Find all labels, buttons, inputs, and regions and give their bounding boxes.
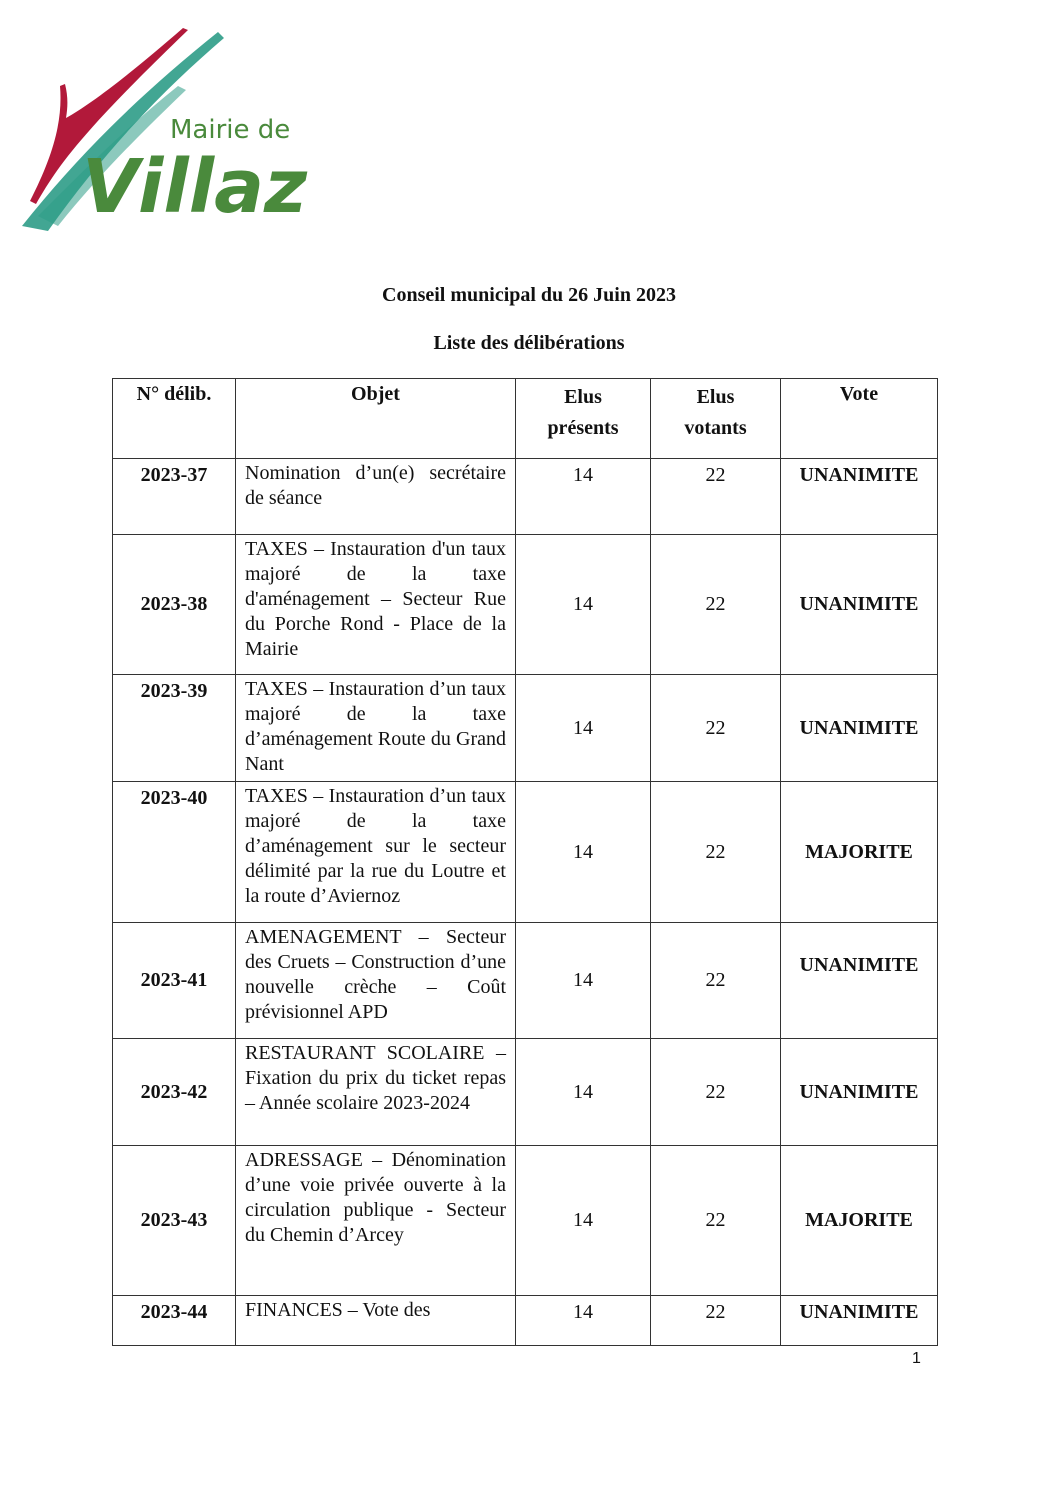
deliberation-number: 2023-43 (113, 1146, 236, 1296)
deliberation-number: 2023-44 (113, 1296, 236, 1346)
deliberation-objet: RESTAURANT SCOLAIRE – Fixation du prix du ticket repas – Année scolaire 2023-2024 (236, 1039, 516, 1146)
table-row (113, 1039, 938, 1146)
deliberation-objet: Nomination d’un(e) secrétaire de séance (236, 459, 516, 535)
elus-presents-value: 14 (516, 782, 651, 923)
table-row (113, 1296, 938, 1346)
logo-text-line2: Villaz (82, 144, 308, 230)
page-subtitle: Liste des délibérations (433, 332, 625, 354)
elus-votants-value: 22 (651, 782, 781, 923)
table-row (113, 535, 938, 675)
column-header-num: N° délib. (113, 379, 236, 459)
vote-result: UNANIMITE (781, 923, 938, 1039)
elus-presents-value: 14 (516, 459, 651, 535)
deliberation-objet: TAXES – Instauration d’un taux majoré de la taxe d’aménagement Route du Grand Nant (236, 675, 516, 782)
deliberations-table (112, 378, 938, 1346)
deliberation-objet: TAXES – Instauration d’un taux majoré de la taxe d’aménagement sur le secteur délimité par la rue du Loutre et la route d’Aviernoz (236, 782, 516, 923)
table-header-row (113, 379, 938, 459)
vote-result: UNANIMITE (781, 1039, 938, 1146)
vote-result: MAJORITE (781, 782, 938, 923)
deliberation-number: 2023-38 (113, 535, 236, 675)
elus-votants-value: 22 (651, 675, 781, 782)
deliberation-objet: TAXES – Instauration d'un taux majoré de la taxe d'aménagement – Secteur Rue du Porche Rond - Place de la Mairie (236, 535, 516, 675)
column-header-elus-presents: Elus présents (516, 379, 651, 459)
column-header-vote: Vote (781, 379, 938, 459)
page-number: 1 (912, 1350, 921, 1367)
table-row (113, 459, 938, 535)
elus-presents-value: 14 (516, 1296, 651, 1346)
deliberation-number: 2023-41 (113, 923, 236, 1039)
elus-votants-value: 22 (651, 1039, 781, 1146)
page-title: Conseil municipal du 26 Juin 2023 (382, 284, 676, 306)
elus-presents-value: 14 (516, 675, 651, 782)
vote-result: UNANIMITE (781, 535, 938, 675)
table-row (113, 675, 938, 782)
deliberation-number: 2023-37 (113, 459, 236, 535)
deliberation-objet: AMENAGEMENT – Secteur des Cruets – Construction d’une nouvelle crèche – Coût prévisionnel APD (236, 923, 516, 1039)
table-row (113, 1146, 938, 1296)
elus-votants-value: 22 (651, 459, 781, 535)
deliberation-objet: FINANCES – Vote des (236, 1296, 516, 1346)
elus-votants-value: 22 (651, 923, 781, 1039)
logo-graphic (18, 26, 308, 241)
deliberation-objet: ADRESSAGE – Dénomination d’une voie privée ouverte à la circulation publique - Secteur du Chemin d’Arcey (236, 1146, 516, 1296)
deliberation-number: 2023-39 (113, 675, 236, 782)
table-row (113, 782, 938, 923)
vote-result: UNANIMITE (781, 459, 938, 535)
vote-result: UNANIMITE (781, 1296, 938, 1346)
logo-text-line1: Mairie de (170, 115, 291, 145)
elus-presents-value: 14 (516, 535, 651, 675)
deliberation-number: 2023-42 (113, 1039, 236, 1146)
elus-votants-value: 22 (651, 1146, 781, 1296)
elus-presents-value: 14 (516, 923, 651, 1039)
elus-presents-value: 14 (516, 1146, 651, 1296)
elus-votants-value: 22 (651, 535, 781, 675)
elus-presents-value: 14 (516, 1039, 651, 1146)
mairie-logo (18, 26, 308, 241)
table-row (113, 923, 938, 1039)
elus-votants-value: 22 (651, 1296, 781, 1346)
vote-result: UNANIMITE (781, 675, 938, 782)
vote-result: MAJORITE (781, 1146, 938, 1296)
deliberation-number: 2023-40 (113, 782, 236, 923)
column-header-elus-votants: Elus votants (651, 379, 781, 459)
column-header-objet: Objet (236, 379, 516, 459)
